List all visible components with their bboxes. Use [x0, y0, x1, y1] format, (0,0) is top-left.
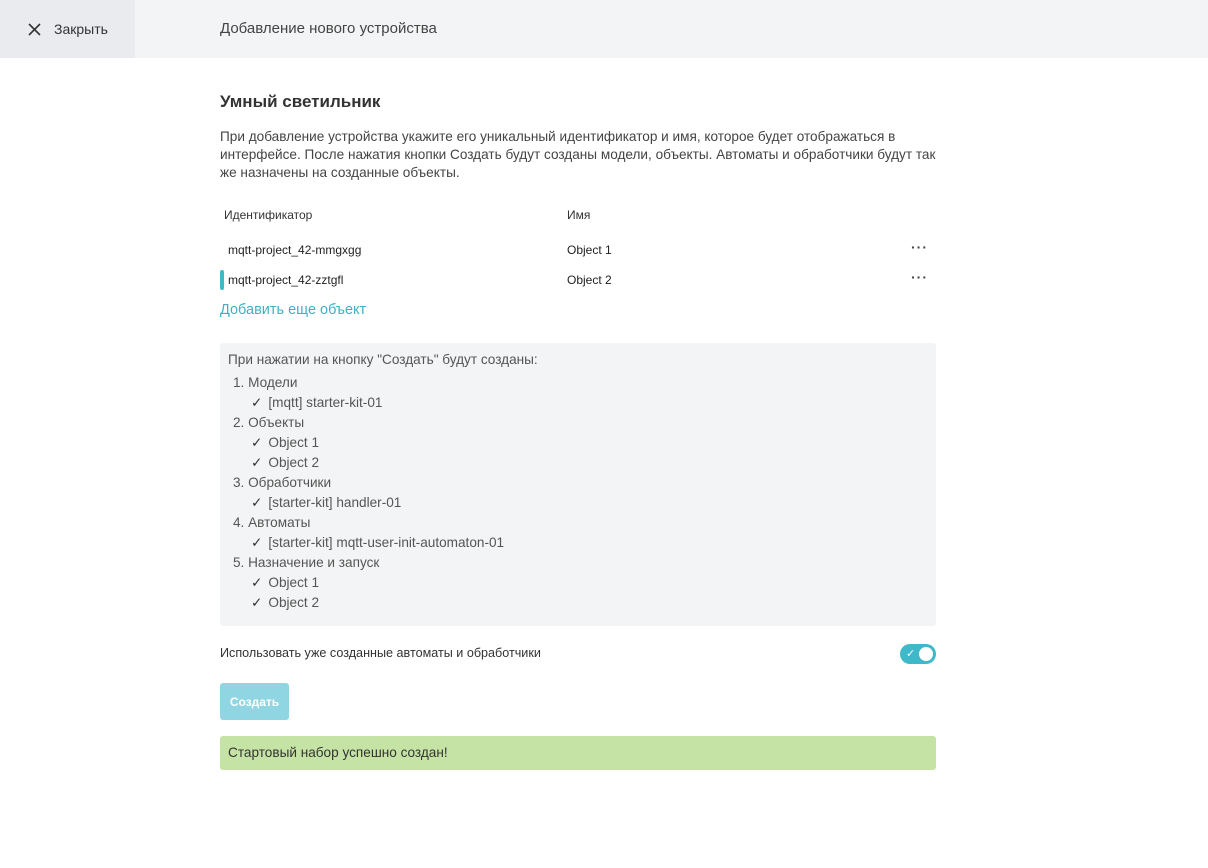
check-icon: ✓: [251, 575, 263, 590]
row-name: Object 2: [567, 273, 612, 287]
summary-section-title: 5. Назначение и запуск: [233, 555, 380, 570]
description-text: При добавление устройства укажите его уникальный идентификатор и имя, которое будет отображаться в интерфейсе. После нажатия кнопки Создать будут созданы модели, объекты. Автоматы и обработчики будут так же назначены на созданные объекты.: [220, 129, 936, 180]
summary-section-title: 3. Обработчики: [233, 475, 332, 490]
summary-item: [228, 433, 928, 453]
summary-section-title: 2. Объекты: [233, 415, 305, 430]
check-icon: ✓: [251, 495, 263, 510]
summary-item: [228, 453, 928, 473]
summary-item-label: Object 2: [268, 595, 320, 610]
use-existing-label: Использовать уже созданные автоматы и обработчики: [220, 646, 541, 660]
toggle-knob: [919, 647, 933, 661]
close-button[interactable]: [0, 0, 135, 58]
more-options-icon[interactable]: ···: [911, 269, 928, 285]
summary-section-title: 4. Автоматы: [233, 515, 311, 530]
header-bar: [0, 0, 1208, 58]
success-message: Стартовый набор успешно создан!: [220, 736, 936, 770]
more-options-icon[interactable]: ···: [911, 239, 928, 255]
use-existing-row: [220, 644, 936, 664]
row-id: mqtt-project_42-zztgfl: [228, 273, 344, 287]
toggle-check-icon: ✓: [906, 648, 916, 660]
summary-section-title: 1. Модели: [233, 375, 298, 390]
column-header-name: Имя: [567, 208, 591, 222]
page-title: Умный светильник: [220, 92, 381, 111]
close-label: Закрыть: [54, 21, 108, 37]
summary-item: [228, 593, 928, 613]
summary-item-label: [starter-kit] handler-01: [268, 495, 402, 510]
summary-panel: [220, 343, 936, 626]
check-icon: ✓: [251, 535, 263, 550]
summary-item: [228, 533, 928, 553]
check-icon: ✓: [251, 595, 263, 610]
check-icon: ✓: [251, 395, 263, 410]
add-object-link[interactable]: Добавить еще объект: [220, 302, 367, 318]
close-icon: [28, 23, 41, 36]
table-header: [220, 208, 936, 226]
table-row[interactable]: [220, 269, 936, 291]
row-id: mqtt-project_42-mmgxgg: [228, 243, 362, 257]
table-row[interactable]: [220, 239, 936, 261]
summary-item-label: Object 1: [268, 435, 320, 450]
check-icon: ✓: [251, 455, 263, 470]
column-header-id: Идентификатор: [224, 208, 313, 222]
row-name: Object 1: [567, 243, 612, 257]
summary-item: [228, 493, 928, 513]
summary-item-label: [starter-kit] mqtt-user-init-automaton-01: [268, 535, 505, 550]
summary-item-label: Object 2: [268, 455, 320, 470]
header-title: Добавление нового устройства: [220, 20, 437, 37]
summary-item-label: Object 1: [268, 575, 320, 590]
use-existing-toggle[interactable]: [900, 644, 936, 664]
summary-item-label: [mqtt] starter-kit-01: [268, 395, 383, 410]
summary-intro: При нажатии на кнопку "Создать" будут созданы:: [228, 352, 538, 367]
summary-item: [228, 573, 928, 593]
create-button[interactable]: Создать: [220, 683, 289, 720]
active-row-marker: [220, 270, 224, 290]
check-icon: ✓: [251, 435, 263, 450]
summary-item: [228, 393, 928, 413]
